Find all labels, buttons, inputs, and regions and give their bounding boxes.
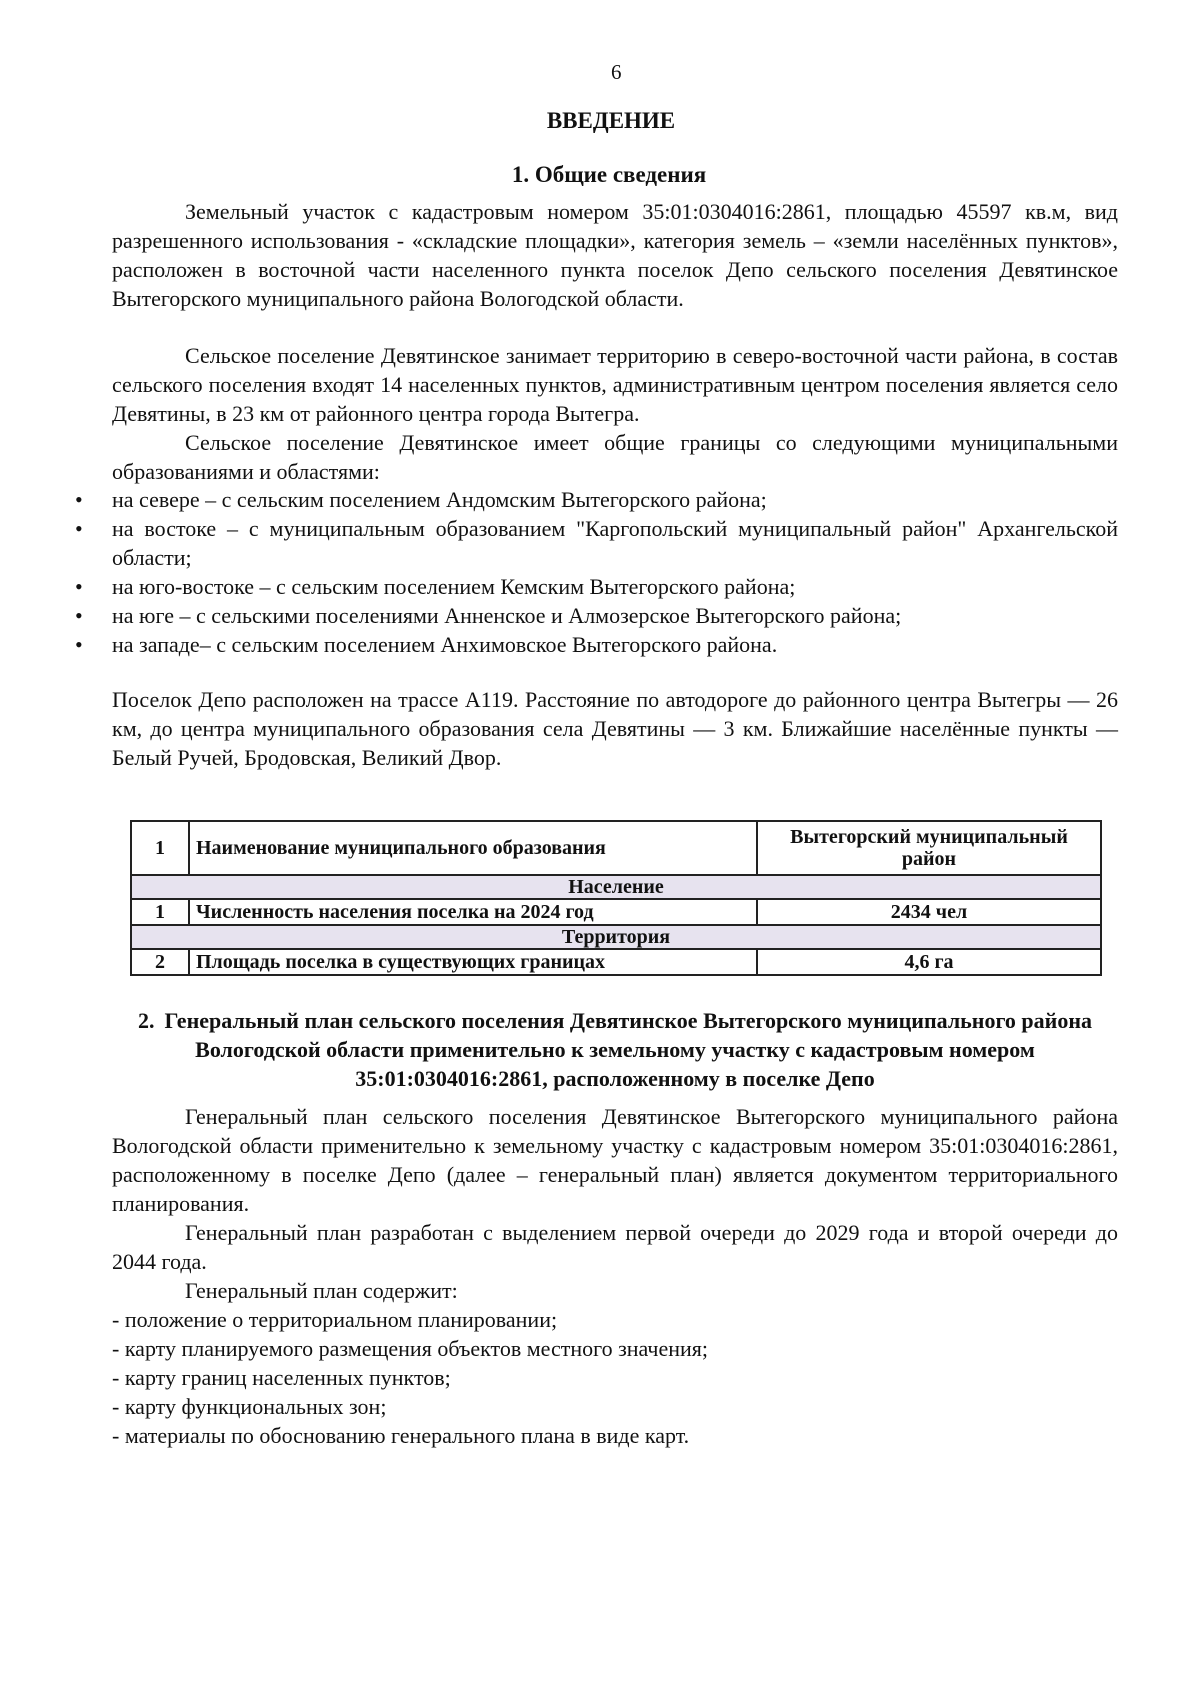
table-section-population: Население <box>131 875 1101 899</box>
list-item: - материалы по обоснованию генерального плана в виде карт. <box>112 1423 690 1448</box>
table-row <box>131 899 1101 925</box>
section-1-paragraph-1-block <box>112 197 1118 313</box>
table-cell-name: Наименование муниципального образования <box>189 821 757 875</box>
list-item: - карту функциональных зон; <box>112 1394 387 1419</box>
table-cell-num: 1 <box>131 899 189 925</box>
section-1-heading <box>0 160 1200 189</box>
table-section-row-territory <box>131 925 1101 949</box>
list-item: - карту границ населенных пунктов; <box>112 1365 451 1390</box>
list-item <box>75 630 1118 659</box>
section-2-paragraph-1-block <box>112 1102 1118 1218</box>
list-item: - карту планируемого размещения объектов местного значения; <box>112 1336 709 1361</box>
bullet-icon: • <box>75 603 83 628</box>
section-1-paragraph-4-block <box>112 685 1118 772</box>
section-2-paragraph-2-block <box>112 1218 1118 1276</box>
plan-contents-list <box>112 1305 708 1450</box>
border-south: на юге – с сельскими поселениями Анненское и Алмозерское Вытегорского района; <box>112 603 902 628</box>
table-cell-value: 4,6 га <box>757 949 1101 975</box>
bullet-icon: • <box>75 574 83 599</box>
section-1-paragraph-1: Земельный участок с кадастровым номером 35:01:0304016:2861, площадью 45597 кв.м, вид разрешенного использования - «складские площадки», категория земель – «земли населённых пунктов», расположен в восточной части населенного пункта поселок Депо сельского поселения Девятинское Вытегорского муниципального района Вологодской области. <box>112 199 1118 311</box>
table-section-territory: Территория <box>131 925 1101 949</box>
municipality-info-table <box>130 820 1102 976</box>
section-2-paragraph-3-block <box>112 1276 1118 1305</box>
section-1-paragraph-2-block <box>112 341 1118 428</box>
borders-list <box>75 485 1118 659</box>
table-row <box>131 949 1101 975</box>
section-2-paragraph-2: Генеральный план разработан с выделением первой очереди до 2029 года и второй очереди до 2044 года. <box>112 1220 1118 1274</box>
table-cell-value: 2434 чел <box>757 899 1101 925</box>
table-section-row-population <box>131 875 1101 899</box>
border-east: на востоке – с муниципальным образованием "Каргопольский муниципальный район" Архангельской области; <box>112 516 1118 570</box>
section-1-paragraph-4: Поселок Депо расположен на трассе А119. Расстояние по автодороге до районного центра Вытегры — 26 км, до центра муниципального образования села Девятины — 3 км. Ближайшие населённые пункты — Белый Ручей, Бродовская, Великий Двор. <box>112 687 1118 770</box>
list-item <box>75 601 1118 630</box>
bullet-icon: • <box>75 632 83 657</box>
border-southeast: на юго-востоке – с сельским поселением Кемским Вытегорского района; <box>112 574 796 599</box>
border-north: на севере – с сельским поселением Андомским Вытегорского района; <box>112 487 767 512</box>
section-2-paragraph-1: Генеральный план сельского поселения Девятинское Вытегорского муниципального района Вологодской области применительно к земельному участку с кадастровым номером 35:01:0304016:2861, расположенному в поселке Депо (далее – генеральный план) является документом территориального планирования. <box>112 1104 1118 1216</box>
list-item: - положение о территориальном планировании; <box>112 1307 558 1332</box>
table-cell-name: Численность населения поселка на 2024 год <box>189 899 757 925</box>
section-2-number: 2. <box>137 1008 155 1033</box>
list-item <box>75 514 1118 572</box>
section-1-title: Общие сведения <box>534 162 707 187</box>
section-2-title: Генеральный план сельского поселения Девятинское Вытегорского муниципального района Вологодской области применительно к земельному участку с кадастровым номером 35:01:0304016:2861, расположенному в поселке Депо <box>164 1008 1093 1091</box>
border-west: на западе– с сельским поселением Анхимовское Вытегорского района. <box>112 632 778 657</box>
table-cell-name: Площадь поселка в существующих границах <box>189 949 757 975</box>
table-cell-value: Вытегорский муниципальный район <box>757 821 1101 875</box>
page-number-text: 6 <box>611 60 622 84</box>
list-item <box>75 572 1118 601</box>
table-header-row <box>131 821 1101 875</box>
section-1-paragraph-3: Сельское поселение Девятинское имеет общие границы со следующими муниципальными образованиями и областями: <box>112 430 1118 484</box>
table-cell-num: 2 <box>131 949 189 975</box>
section-1-paragraph-2: Сельское поселение Девятинское занимает территорию в северо-восточной части района, в состав сельского поселения входят 14 населенных пунктов, административным центром поселения является село Девятины, в 23 км от районного центра города Вытегра. <box>112 343 1118 426</box>
section-1-paragraph-3-block <box>112 428 1118 486</box>
document-title: ВВЕДЕНИЕ <box>546 108 676 133</box>
section-2-paragraph-3: Генеральный план содержит: <box>185 1278 458 1303</box>
section-1-number: 1. <box>511 162 530 187</box>
table-cell-num: 1 <box>131 821 189 875</box>
section-2-heading <box>112 1006 1118 1093</box>
bullet-icon: • <box>75 516 83 541</box>
list-item <box>75 485 1118 514</box>
bullet-icon: • <box>75 487 83 512</box>
